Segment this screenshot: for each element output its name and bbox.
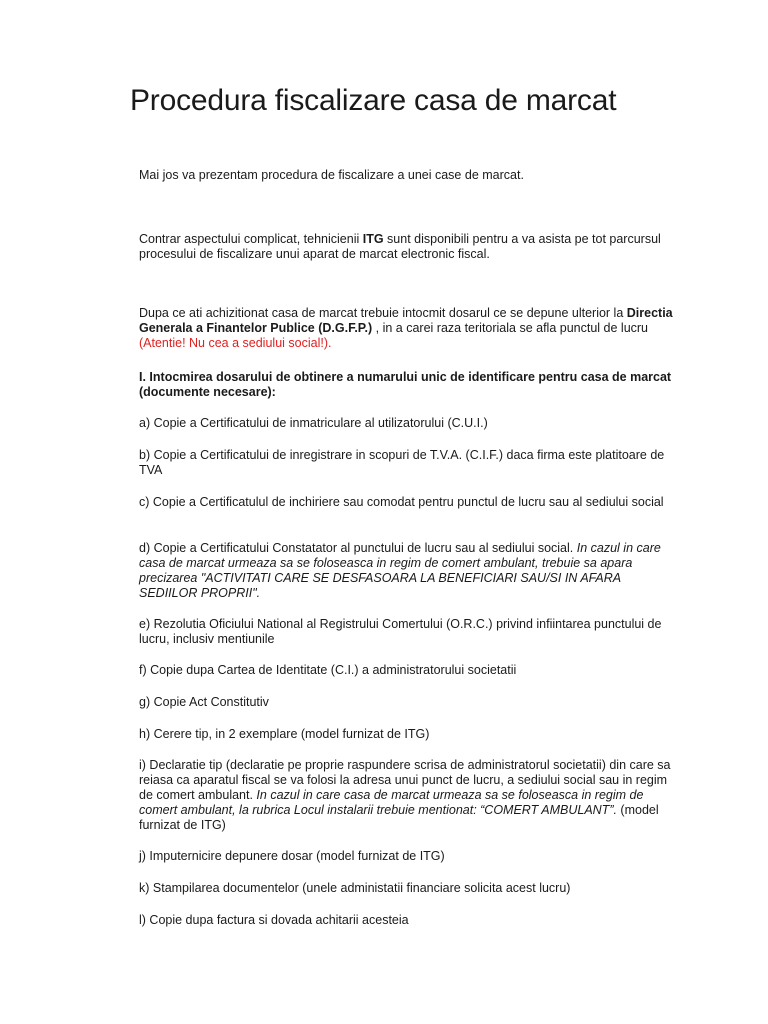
dgfp-bold: Directia Generala a Finantelor Publice (D.G.F.P.)	[139, 306, 673, 335]
dgfp-paragraph: Dupa ce ati achizitionat casa de marcat trebuie intocmit dosarul ce se depune ulterior la Directia Generala a Finantelor Publice (D.G.F.P.) , in a carei raza teritoriala se afla punctul de lucru (Atentie! Nu cea a sediului social!).	[139, 306, 673, 350]
warning-text: (Atentie! Nu cea a sediului social!).	[139, 336, 332, 350]
list-item-h: h) Cerere tip, in 2 exemplare (model furnizat de ITG)	[139, 727, 430, 741]
list-item-k: k) Stampilarea documentelor (unele administatii financiare solicita acest lucru)	[139, 881, 571, 895]
itg-bold: ITG	[362, 232, 384, 246]
list-item-e: e) Rezolutia Oficiului National al Registrului Comertului (O.R.C.) privind infiintarea punctului de lucru, inclusiv mentiunile	[139, 617, 662, 646]
list-item-c: c) Copie a Certificatulul de inchiriere sau comodat pentru punctul de lucru sau al sediului social	[139, 495, 664, 509]
page-title: Procedura fiscalizare casa de marcat	[130, 84, 617, 117]
list-item-f: f) Copie dupa Cartea de Identitate (C.I.) a administratorului societatii	[139, 663, 517, 677]
list-item-d: d) Copie a Certificatului Constatator al punctului de lucru sau al sediului social. In cazul in care casa de marcat urmeaza sa se foloseasca in regim de comert ambulant, trebuie sa apara precizarea "ACTIVITATI CARE SE DESFASOARA LA BENEFICIARI SAU/SI IN AFARA SEDIILOR PROPRII".	[139, 541, 661, 600]
list-item-i: i) Declaratie tip (declaratie pe proprie raspundere scrisa de administratorul societatii) din care sa reiasa ca aparatul fiscal se va folosi la adresa unui punct de lucru, a sediului social sau in regim de comert ambulant. In cazul in care casa de marcat urmeaza sa se foloseasca in regim de comert ambulant, la rubrica Locul instalarii trebuie mentionat: “COMERT AMBULANT”. (model furnizat de ITG)	[139, 758, 671, 832]
list-item-l: l) Copie dupa factura si dovada achitarii acesteia	[139, 913, 409, 927]
list-item-g: g) Copie Act Constitutiv	[139, 695, 269, 709]
intro-paragraph: Mai jos va prezentam procedura de fiscalizare a unei case de marcat.	[139, 168, 524, 182]
itg-paragraph: Contrar aspectului complicat, tehnicienii ITG sunt disponibili pentru a va asista pe tot parcursul procesului de fiscalizare unui aparat de marcat electronic fiscal.	[139, 232, 661, 261]
section-heading: I. Intocmirea dosarului de obtinere a numarului unic de identificare pentru casa de marcat (documente necesare):	[139, 370, 672, 399]
list-item-b: b) Copie a Certificatului de inregistrare in scopuri de T.V.A. (C.I.F.) daca firma este platitoare de TVA	[139, 448, 665, 477]
list-item-j: j) Imputernicire depunere dosar (model furnizat de ITG)	[139, 849, 445, 863]
list-item-a: a) Copie a Certificatului de inmatriculare al utilizatorului (C.U.I.)	[139, 416, 488, 430]
